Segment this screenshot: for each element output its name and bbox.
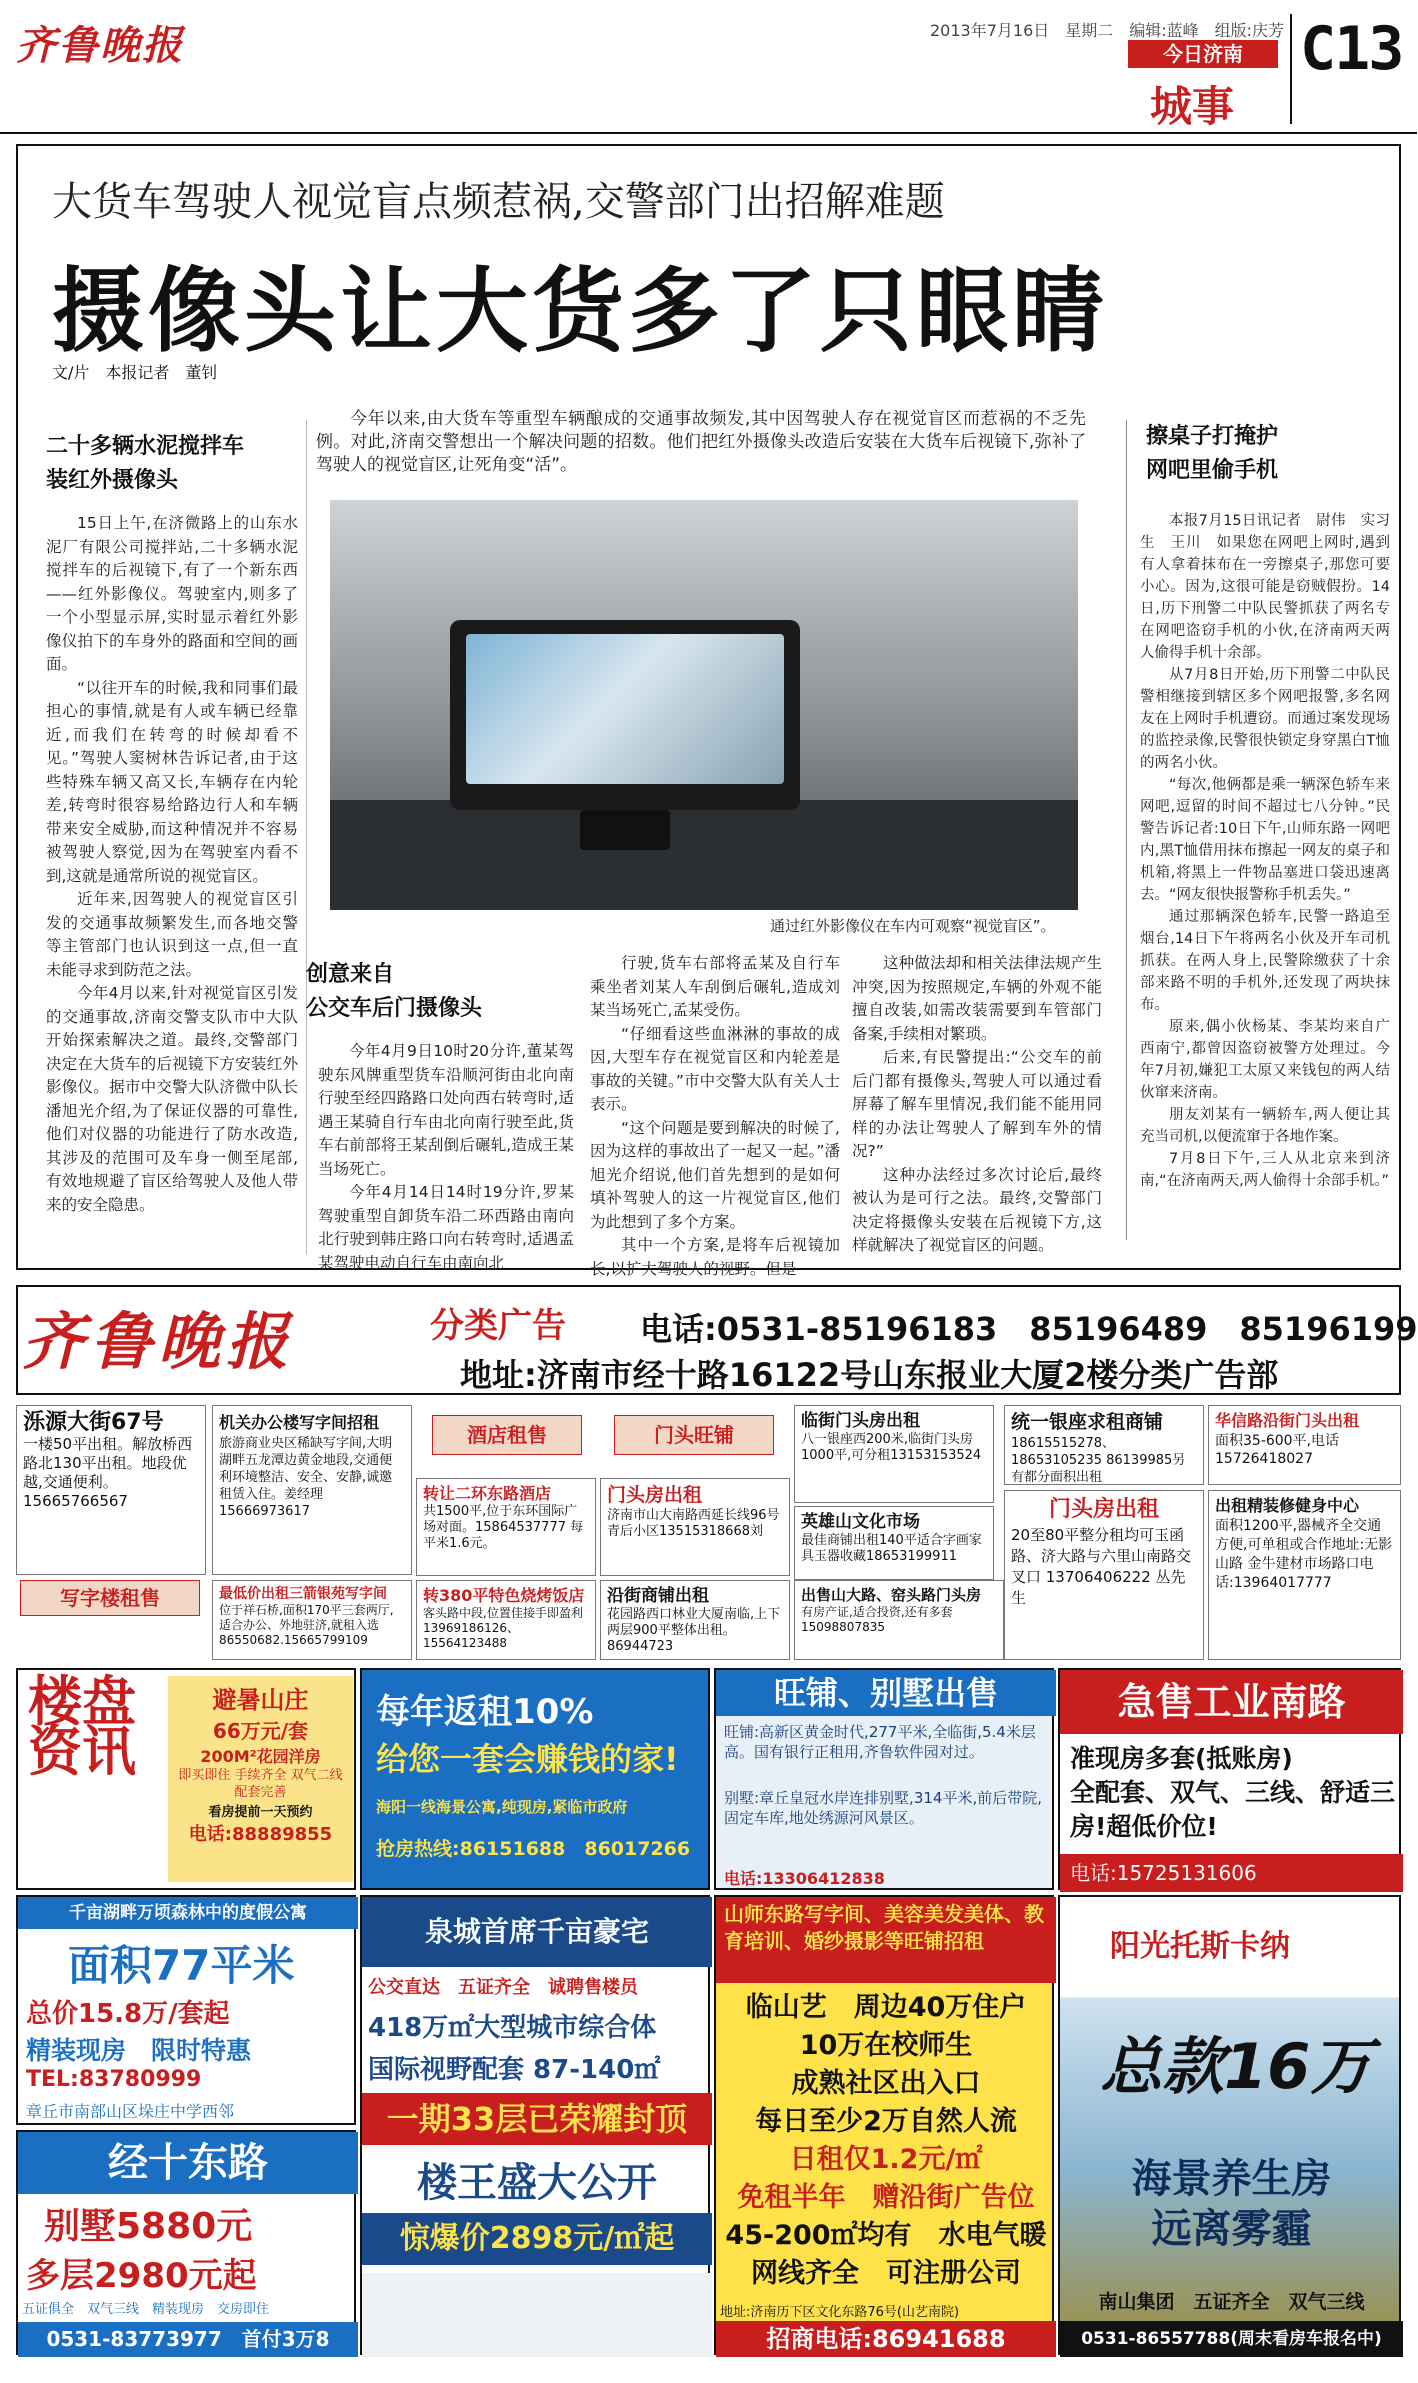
dashboard-shape <box>330 800 1078 910</box>
ad-headline: 阳光托斯卡纳 <box>1110 1929 1290 1964</box>
ad-classified <box>1004 1405 1204 1485</box>
ad-title: 泺源大街67号 <box>23 1410 164 1435</box>
ad-classified <box>794 1506 994 1580</box>
ad-title: 最低价出租三箭银苑写字间 <box>219 1586 387 1602</box>
article-headline: 摄像头让大货多了只眼睛 <box>52 258 1109 365</box>
ad-line: 免租半年 赠沿街广告位 <box>737 2182 1035 2213</box>
paragraph: 这种办法经过多次讨论后,最终被认为是可行之法。最终,交警部门决定将摄像头安装在后视镜下方,这样就解决了视觉盲区的问题。 <box>852 1165 1102 1254</box>
ad-text: 电话:88889855 <box>188 1824 333 1845</box>
ad-classified <box>1208 1405 1401 1485</box>
ad-text: 一期33层已荣耀封顶 <box>362 2093 712 2145</box>
ad-text: 别墅5880元 <box>44 2206 253 2247</box>
paragraph: “以往开车的时候,我和同事们最担心的事情,就是有人或车辆已经靠近,而我们在转弯的时候却看不见。”驾驶人窦树林告诉记者,由于这些特殊车辆又高又长,车辆存在内轮差,转弯时很容易给路边行人和车辆带来安全威胁,而这种情况并不容易被驾驶人察觉,因为在驾驶室内看不到,这就是通常所说的视觉盲区。 <box>46 678 298 885</box>
col1-heading: 二十多辆水泥搅拌车 装红外摄像头 <box>46 434 245 493</box>
ad-headline: 每年返租10% <box>376 1692 594 1732</box>
ad-real-estate-info <box>16 1668 356 1890</box>
column-3 <box>590 952 840 1278</box>
ad-text: 看房提前一天预约 <box>208 1805 313 1820</box>
ad-text: 海景养生房 <box>1131 2156 1332 2202</box>
ad-phone: 招商电话:86941688 <box>716 2321 1056 2357</box>
ad-shop-recruit <box>714 1895 1054 2355</box>
ad-classified <box>600 1478 790 1576</box>
sidebar-column <box>1140 510 1390 1260</box>
header-rule <box>0 132 1417 134</box>
paragraph: 通过那辆深色轿车,民警一路追至烟台,14日下午将两名小伙及开车司机抓获。在两人身上,民警除缴获了十余部来路不明的手机外,还发现了两块抹布。 <box>1140 909 1390 1013</box>
column-2 <box>318 1040 574 1272</box>
ad-text: 全配套、双气、三线、舒适三房!超低价位! <box>1070 1778 1396 1841</box>
ad-line: 临山艺 周边40万住户 <box>745 1992 1027 2023</box>
ad-classified <box>794 1580 1004 1660</box>
section-title: 城事 <box>1150 82 1235 131</box>
paragraph: 今年4月以来,针对视觉盲区引发的交通事故,济南交警支队市中大队开始探索解决之道。最终,交警部门决定在大货车的后视镜下方安装红外影像仪。据市中交警大队济微中队长潘旭光介绍,为了保证仪器的可靠性,他们对仪器的功能进行了防水改造,其涉及的范围可及车身一侧至尾部,有效地规避了盲区给驾驶人及他人带来的安全隐患。 <box>46 984 298 1214</box>
paragraph: 近年来,因驾驶人的视觉盲区引发的交通事故频繁发生,而各地交警等主管部门也认识到这一点,但一直未能寻求到防范之法。 <box>46 890 298 979</box>
paragraph: “仔细看这些血淋淋的事故的成因,大型车存在视觉盲区和内轮差是事故的关键。”市中交警大队有关人士表示。 <box>590 1024 840 1113</box>
article-byline: 文/片 本报记者 董钊 <box>52 363 218 382</box>
ad-body: 面积35-600平,电话15726418027 <box>1215 1433 1340 1467</box>
paragraph: 原来,偶小伙杨某、李某均来自广西南宁,都曾因盗窃被警方处理过。今年7月初,嫌犯工太原又来钱包的两人结伙窜来济南。 <box>1140 1019 1390 1101</box>
tag-hotel: 酒店租售 <box>432 1415 582 1455</box>
ad-text: 南山集团 五证齐全 双气三线 <box>1098 2291 1365 2313</box>
ad-text: 海阳一线海景公寓,纯现房,紧临市政府 <box>376 1798 628 1816</box>
paragraph: 7月8日下午,三人从北京来到济南,“在济南两天,两人偷得十余部手机。” <box>1140 1151 1390 1189</box>
classified-title: 分类广告 <box>430 1306 566 1346</box>
ad-headline: 旺铺、别墅出售 <box>716 1670 1056 1716</box>
paragraph: 其中一个方案,是将车后视镜加长,以扩大驾驶人的视野。但是 <box>590 1236 840 1278</box>
ad-body: 面积1200平,器械齐全交通方便,可单租或合作地址:无影山路 金牛建材市场路口电话:13964017777 <box>1215 1518 1393 1591</box>
ad-title: 转380平特色烧烤饭店 <box>423 1586 585 1605</box>
ad-price: 惊爆价2898元/㎡起 <box>362 2213 712 2265</box>
ad-classified <box>794 1405 994 1503</box>
paragraph: “每次,他俩都是乘一辆深色轿车来网吧,逗留的时间不超过七八分钟。”民警告诉记者:10日下午,山师东路一网吧内,黑T恤借用抹布擦起一网友的桌子和机箱,将黑上一件物品塞进口袋迅速离去。“网友很快报警称手机丢失。” <box>1140 777 1390 903</box>
paragraph: 今年4月14日14时19分许,罗某驾驶重型自卸货车沿二环西路由南向北行驶到韩庄路口向右转弯时,适遇孟某驾驶电动自行车由南向北 <box>318 1183 574 1272</box>
ad-footer-shape <box>362 2273 712 2357</box>
ad-text: 章丘市南部山区垛庄中学西邻 <box>26 2102 235 2121</box>
paragraph: 今年4月9日10时20分许,董某驾驶东风牌重型货车沿顺河街由北向南行驶至经四路路口处向西右转弯时,适遇王某骑自行车由北向南行驶至此,货车右前部将王某刮倒后碾轧,造成王某当场死亡。 <box>318 1042 574 1178</box>
column-1 <box>46 512 298 1257</box>
ad-body: 一楼50平出租。解放桥西路北130平出租。地段优越,交通便利。15665766567 <box>23 1435 193 1510</box>
page-number: C13 <box>1300 14 1403 84</box>
ad-title: 门头房出租 <box>1048 1497 1159 1522</box>
ad-urgent-sale <box>1058 1668 1401 1890</box>
ad-body: 花园路西口林业大厦南临,上下两层900平整体出租。86944723 <box>607 1607 781 1654</box>
ad-classified <box>416 1580 596 1660</box>
paragraph: 15日上午,在济微路上的山东水泥厂有限公司搅拌站,二十多辆水泥搅拌车的后视镜下,有了一个新东西——红外影像仪。驾驶室内,则多了一个小型显示屏,实时显示着红外影像仪拍下的车身外的路面和空间的画面。 <box>46 514 298 673</box>
ad-text: 楼王盛大公开 <box>417 2160 657 2206</box>
sidebar-heading: 擦桌子打掩护 网吧里偷手机 <box>1146 424 1279 483</box>
ad-text: 多层2980元起 <box>26 2256 257 2296</box>
ad-classified <box>16 1405 206 1575</box>
ad-title: 转让二环东路酒店 <box>423 1484 552 1503</box>
ad-resort-apartment <box>16 1895 356 2125</box>
paragraph: “这个问题是要到解决的时候了,因为这样的事故出了一起又一起。”潘旭光介绍说,他们首先想到的是如何填补驾驶人的这一片视觉盲区,他们为此想到了多个方案。 <box>590 1118 840 1231</box>
ad-text: 即买即住 手续齐全 双气二线 配套完善 <box>178 1768 343 1800</box>
ad-headline: 楼盘资讯 <box>28 1669 136 1783</box>
ad-title: 机关办公楼写字间招租 <box>219 1413 380 1432</box>
ad-headline: 急售工业南路 <box>1060 1670 1403 1734</box>
ad-body: 有房产证,适合投资,还有多套15098807835 <box>801 1605 953 1634</box>
ad-line: 45-200㎡均有 水电气暖 <box>725 2220 1047 2251</box>
ad-classified <box>1208 1490 1401 1660</box>
article-subhead: 大货车驾驶人视觉盲点频惹祸,交警部门出招解难题 <box>52 179 945 225</box>
ad-text: 66万元/套 <box>212 1719 309 1743</box>
ad-text: 面积77平米 <box>68 1941 295 1990</box>
article-photo <box>330 500 1078 910</box>
ad-phone: 电话:13306412838 <box>724 1869 885 1888</box>
col2-heading: 创意来自 公交车后门摄像头 <box>306 962 483 1021</box>
ad-text: 公交直达 五证齐全 诚聘售楼员 <box>368 1977 638 1998</box>
classified-logo: 齐鲁晚报 <box>22 1305 295 1378</box>
ad-phone: TEL:83780999 <box>26 2067 202 2092</box>
ad-title: 临街门头房出租 <box>801 1411 920 1431</box>
ad-body: 八一银座西200米,临街门头房1000平,可分租13153153524 <box>801 1432 982 1463</box>
ad-phone: 0531-83773977 首付3万8 <box>18 2322 358 2357</box>
ad-phone: 电话:15725131606 <box>1060 1854 1403 1892</box>
ad-body: 客头路中段,位置佳接手即盈利13969186126、15564123488 <box>423 1606 583 1650</box>
ad-body: 18615515278、18653105235 86139985另有都分面积出租 <box>1011 1436 1186 1485</box>
ad-text: 旺铺:高新区黄金时代,277平米,全临街,5.4米层高。国有银行正租用,齐鲁软件园对过。 <box>724 1723 1036 1761</box>
section-tag: 今日济南 <box>1128 40 1278 68</box>
ad-body: 位于祥石桥,面积170平三套两厅,适合办公、外地驻济,就租入选86550682.15665799109 <box>219 1603 394 1647</box>
article-lede: 今年以来,由大货车等重型车辆酿成的交通事故频发,其中因驾驶人存在视觉盲区而惹祸的不乏先例。对此,济南交警想出一个解决问题的招数。他们把红外摄像头改造后安装在大货车后视镜下,弥补了驾驶人的视觉盲区,让死角变“活”。 <box>316 409 1086 475</box>
ad-body: 20至80平整分租均可玉函路、济大路与六里山南路交叉口 13706406222 丛先生 <box>1011 1526 1192 1607</box>
ad-text: 准现房多套(抵账房) <box>1070 1744 1293 1773</box>
ad-text: 避暑山庄 <box>212 1686 309 1714</box>
ad-headline: 经十东路 <box>18 2132 358 2194</box>
ad-text: 418万㎡大型城市综合体 <box>368 2013 657 2043</box>
tag-office: 写字楼租售 <box>20 1580 200 1616</box>
classified-phone: 电话:0531-85196183 85196489 85196199 <box>640 1310 1418 1348</box>
monitor-display-shape <box>466 634 784 784</box>
ad-tuscany <box>1058 1895 1401 2355</box>
ad-text: 200M²花园洋房 <box>200 1747 321 1766</box>
paragraph: 朋友刘某有一辆轿车,两人便让其充当司机,以便流窜于各地作案。 <box>1140 1107 1390 1145</box>
ad-line: 10万在校师生 <box>799 2030 973 2061</box>
paragraph: 本报7月15日讯记者 尉伟 实习生 王川 如果您在网吧上网时,遇到有人拿着抹布在一旁擦桌子,那您可要小心。因为,这很可能是窃贼假扮。14日,历下刑警二中队民警抓获了两名专在网吧盗窃手机的小伙,在济南两天两人偷得手机十余部。 <box>1140 513 1390 661</box>
ad-text <box>716 1989 1056 2293</box>
ad-text: 精装现房 限时特惠 <box>26 2036 252 2065</box>
tag-storefront: 门头旺铺 <box>614 1415 774 1455</box>
monitor-stand-shape <box>580 810 670 850</box>
ad-text: 别墅:章丘皇冠水岸连排别墅,314平米,前后带院,固定车库,地处绣源河风景区。 <box>724 1789 1042 1827</box>
ad-jingshi-east <box>16 2130 356 2355</box>
ad-text: 总价15.8万/套起 <box>26 1999 230 2029</box>
column-4 <box>852 952 1102 1257</box>
ad-title: 华信路沿街门头出租 <box>1215 1411 1360 1430</box>
ad-headline: 千亩湖畔万顷森林中的度假公寓 <box>18 1897 358 1929</box>
ad-title: 沿街商铺出租 <box>607 1586 709 1606</box>
ad-text: 给您一套会赚钱的家! <box>376 1740 679 1778</box>
ad-body: 旅游商业央区稀缺写字间,大明湖畔五龙潭边黄金地段,交通便利环境整洁、安全、安静,诚邀租赁入住。姜经理 15666973617 <box>219 1436 393 1519</box>
ad-line: 日租仅1.2元/㎡ <box>789 2144 983 2175</box>
ad-headline: 泉城首席千亩豪宅 <box>362 1897 712 1967</box>
ad-title: 英雄山文化市场 <box>801 1512 920 1532</box>
ad-address: 地址:济南历下区文化东路76号(山艺南院) <box>720 2305 960 2320</box>
paragraph: 后来,有民警提出:“公交车的前后门都有摄像头,驾驶人可以通过看屏幕了解车里情况,我们能不能用同样的办法让驾驶人了解到车外的情况?” <box>852 1048 1102 1160</box>
column-rule <box>306 420 307 1255</box>
ad-body: 共1500平,位于东环国际广场对面。15864537777 每平米1.6元。 <box>423 1504 584 1551</box>
ad-headline: 山师东路写字间、美容美发美体、教育培训、婚纱摄影等旺铺招租 <box>716 1897 1056 1983</box>
ad-classified <box>212 1405 412 1575</box>
ad-phone: 0531-86557788(周末看房车报名中) <box>1060 2321 1403 2357</box>
masthead-logo: 齐鲁晚报 <box>16 22 184 69</box>
issue-meta: 2013年7月16日 星期二 编辑:蓝峰 组版:庆芳 <box>930 21 1285 40</box>
ad-rental-return <box>360 1668 710 1890</box>
ad-classified <box>600 1580 790 1660</box>
paragraph: 行驶,货车右部将孟某及自行车乘坐者刘某人车刮倒后碾轧,造成刘某当场死亡,孟某受伤。 <box>590 954 840 1019</box>
classified-address: 地址:济南市经十路16122号山东报业大厦2楼分类广告部 <box>460 1356 1279 1394</box>
ad-title: 出租精装修健身中心 <box>1215 1496 1360 1515</box>
paragraph: 从7月8日开始,历下刑警二中队民警相继接到辖区多个网吧报警,多名网友在上网时手机遭窃。而通过案发现场的监控录像,民警很快锁定身穿黑白T恤的两名小伙。 <box>1140 667 1390 771</box>
paragraph: 这种做法却和相关法律法规产生冲突,因为按照规定,车辆的外观不能擅自改装,如需改装需要到车管部门备案,手续相对繁琐。 <box>852 954 1102 1043</box>
ad-body: 最佳商铺出租140平适合字画家具玉器收藏18653199911 <box>801 1533 982 1564</box>
ad-text: 远离雾霾 <box>1151 2206 1312 2252</box>
ad-classified <box>416 1478 596 1576</box>
ad-line: 网线齐全 可注册公司 <box>751 2258 1021 2289</box>
ad-luxury-residence <box>360 1895 710 2355</box>
ad-phone: 抢房热线:86151688 86017266 <box>376 1838 691 1860</box>
ad-body: 济南市山大南路西延长线96号青后小区13515318668刘 <box>607 1508 780 1539</box>
ad-text: 国际视野配套 87-140㎡ <box>368 2055 661 2085</box>
sidebar-rule <box>1126 420 1127 1240</box>
ad-title: 出售山大路、窑头路门头房 <box>801 1586 982 1604</box>
ad-title: 门头房出租 <box>607 1484 703 1506</box>
ad-line: 每日至少2万自然人流 <box>755 2106 1017 2137</box>
header-divider <box>1290 14 1292 124</box>
ad-classified <box>1004 1490 1204 1660</box>
ad-line: 成熟社区出入口 <box>791 2068 981 2099</box>
ad-text: 总款16万 <box>1100 2030 1373 2103</box>
ad-title: 统一银座求租商铺 <box>1011 1411 1164 1433</box>
ad-shop-villa <box>714 1668 1054 1890</box>
ad-text: 五证俱全 双气三线 精装现房 交房即住 <box>22 2302 270 2317</box>
photo-caption: 通过红外影像仪在车内可观察“视觉盲区”。 <box>770 917 1056 935</box>
ad-classified <box>212 1580 412 1660</box>
